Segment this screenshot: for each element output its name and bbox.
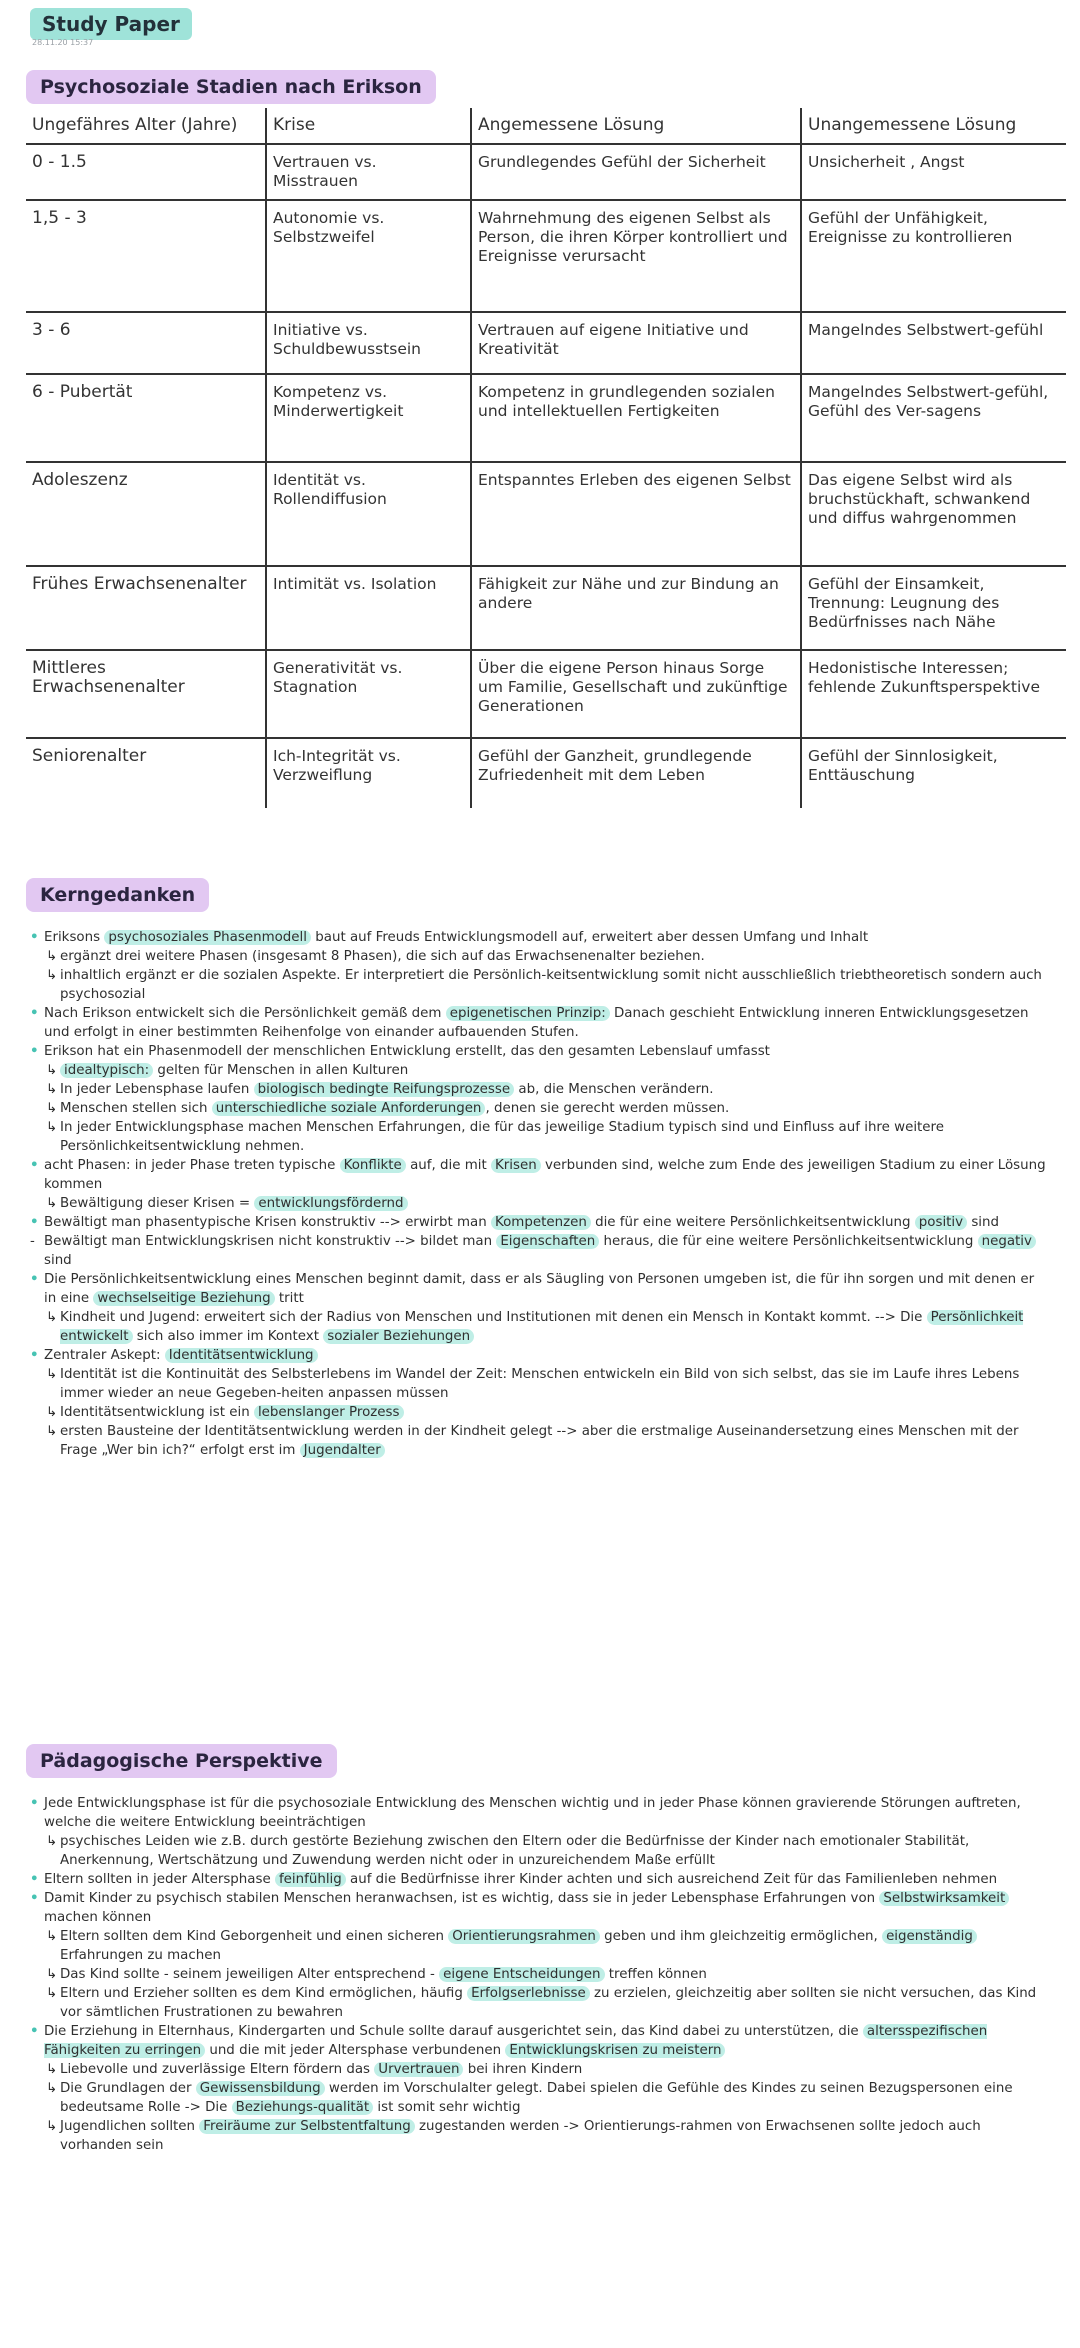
table-cell-age: Mittleres Erwachsenenalter [26,650,266,738]
highlighted-term: Erfolgserlebnisse [467,1986,590,2001]
note-text: Jede Entwicklungsphase ist für die psychosoziale Entwicklung des Menschen wichtig und in jeder Phase können gravierende Störungen auftreten, welche die weitere Entwicklung beeinträchtigen [44,1796,1021,1830]
highlighted-term: eigene Entscheidungen [439,1967,604,1982]
note-line [30,1403,1050,1422]
sub-arrow-icon: ↳ [46,1367,58,1382]
note-text: gelten für Menschen in allen Kulturen [153,1063,409,1078]
paedagogische-notes [30,1794,1050,2155]
note-text: verbunden sind, welche zum Ende des jeweiligen Stadium zu einer Lösung kommen [44,1158,1046,1192]
highlighted-term: sozialer Beziehungen [323,1329,474,1344]
note-text: In jeder Entwicklungsphase machen Menschen Erfahrungen, die für das jeweilige Stadium typisch sind und Einfluss auf ihre weitere Persönlichkeitsentwicklung nehmen. [60,1120,944,1154]
note-text: inhaltlich ergänzt er die sozialen Aspekte. Er interpretiert die Persönlich-keitsentwicklung somit nicht ausschließlich triebtheoretisch sondern auch psychosozial [60,968,1042,1002]
sub-arrow-icon: ↳ [46,968,58,983]
sub-arrow-icon: ↳ [46,1101,58,1116]
table-cell-age: 6 - Pubertät [26,374,266,462]
bullet-icon: • [30,1348,39,1363]
note-text: auf, die mit [405,1158,491,1173]
note-text: werden im Vorschulalter gelegt. Dabei spielen die Gefühle des Kindes zu seinen Bezugspersonen eine bedeutsame Rolle -> Die [60,2081,1013,2115]
note-text: Bewältigt man phasentypische Krisen konstruktiv --> erwirbt man [44,1215,491,1230]
highlighted-term: Entwicklungskrisen zu meistern [505,2043,725,2058]
highlighted-term: Konflikte [340,1158,406,1173]
note-text: ist somit sehr wichtig [373,2100,521,2115]
note-text: bei ihren Kindern [463,2062,583,2077]
highlighted-term: wechselseitige Beziehung [93,1291,274,1306]
table-cell-adequate: Über die eigene Person hinaus Sorge um Familie, Gesellschaft und zukünftige Generationen [471,650,801,738]
note-text: Eltern und Erzieher sollten es dem Kind ermöglichen, häufig [60,1986,468,2001]
sub-arrow-icon: ↳ [46,1967,58,1982]
note-line [30,1870,1050,1889]
table-row [26,738,1066,808]
document-title: Study Paper [30,8,192,40]
note-text: Bewältigung dieser Krisen = [60,1196,255,1211]
table-title: Psychosoziale Stadien nach Erikson [26,70,436,104]
table-cell-crisis: Generativität vs. Stagnation [266,650,471,738]
note-line [30,1308,1050,1346]
sub-arrow-icon: ↳ [46,1063,58,1078]
kerngedanken-notes [30,928,1050,1460]
note-text: tritt [274,1291,304,1306]
note-text: Damit Kinder zu psychisch stabilen Menschen heranwachsen, ist es wichtig, dass sie in jeder Lebensphase Erfahrungen von [44,1891,880,1906]
note-line [30,1422,1050,1460]
sub-arrow-icon: ↳ [46,2062,58,2077]
highlighted-term: eigenständig [882,1929,977,1944]
sub-arrow-icon: ↳ [46,949,58,964]
note-line [30,1270,1050,1308]
table-cell-adequate: Fähigkeit zur Nähe und zur Bindung an andere [471,566,801,650]
note-text: sind [967,1215,1000,1230]
note-text: Liebevolle und zuverlässige Eltern fördern das [60,2062,375,2077]
note-line [30,1080,1050,1099]
table-cell-crisis: Identität vs. Rollendiffusion [266,462,471,566]
note-text: sich also immer im Kontext [132,1329,324,1344]
highlighted-term: Jugendalter [300,1443,385,1458]
note-text: machen können [44,1910,152,1925]
table-cell-adequate: Kompetenz in grundlegenden sozialen und intellektuellen Fertigkeiten [471,374,801,462]
note-line [30,1965,1050,1984]
highlighted-term: positiv [915,1215,967,1230]
highlighted-term: Freiräume zur Selbstentfaltung [199,2119,414,2134]
column-header: Krise [266,108,471,144]
note-line [30,1004,1050,1042]
note-text: , denen sie gerecht werden müssen. [485,1101,730,1116]
note-text: ersten Bausteine der Identitätsentwicklung werden in der Kindheit gelegt --> aber die erstmalige Auseinandersetzung eines Menschen mit der Frage „Wer bin ich?“ erfolgt erst im [60,1424,1019,1458]
highlighted-term: Kompetenzen [491,1215,591,1230]
note-text: Bewältigt man Entwicklungskrisen nicht konstruktiv --> bildet man [44,1234,497,1249]
highlighted-term: epigenetischen Prinzip: [446,1006,610,1021]
note-text: Die Erziehung in Elternhaus, Kindergarten und Schule sollte darauf ausgerichtet sein, das Kind dabei zu unterstützen, die [44,2024,863,2039]
erikson-stages-table [26,108,1066,808]
note-line [30,1927,1050,1965]
highlighted-term: Identitätsentwicklung [165,1348,318,1363]
highlighted-term: Orientierungsrahmen [448,1929,600,1944]
highlighted-term: unterschiedliche soziale Anforderungen [212,1101,486,1116]
table-cell-age: 1,5 - 3 [26,200,266,312]
note-line [30,1156,1050,1194]
table-row [26,144,1066,200]
bullet-icon: • [30,1272,39,1287]
bullet-icon: • [30,2024,39,2039]
note-text: Jugendlichen sollten [60,2119,200,2134]
table-row [26,312,1066,374]
highlighted-term: psychosoziales Phasenmodell [104,930,311,945]
note-line [30,1213,1050,1232]
table-cell-inadequate: Mangelndes Selbstwert-gefühl, Gefühl des Ver-sagens [801,374,1066,462]
note-line [30,1194,1050,1213]
table-cell-age: 0 - 1.5 [26,144,266,200]
highlighted-term: Selbstwirksamkeit [879,1891,1009,1906]
table-cell-adequate: Vertrauen auf eigene Initiative und Kreativität [471,312,801,374]
note-text: baut auf Freuds Entwicklungsmodell auf, erweitert aber dessen Umfang und Inhalt [311,930,869,945]
bullet-icon: - [30,1234,35,1249]
bullet-icon: • [30,930,39,945]
note-text: zugestanden werden -> Orientierungs-rahmen von Erwachsenen sollte jedoch auch vorhanden sein [60,2119,981,2153]
note-line [30,1061,1050,1080]
note-line [30,1232,1050,1270]
table-cell-inadequate: Gefühl der Sinnlosigkeit, Enttäuschung [801,738,1066,808]
note-text: Nach Erikson entwickelt sich die Persönlichkeit gemäß dem [44,1006,446,1021]
note-text: auf die Bedürfnisse ihrer Kinder achten und sich ausreichend Zeit für das Familienleben nehmen [345,1872,998,1887]
table-cell-crisis: Intimität vs. Isolation [266,566,471,650]
table-cell-crisis: Initiative vs. Schuldbewusstsein [266,312,471,374]
table-cell-crisis: Vertrauen vs. Misstrauen [266,144,471,200]
note-text: Die Grundlagen der [60,2081,196,2096]
note-line [30,928,1050,947]
bullet-icon: • [30,1215,39,1230]
sub-arrow-icon: ↳ [46,1986,58,2001]
table-cell-age: Seniorenalter [32,746,147,766]
bullet-icon: • [30,1872,39,1887]
highlighted-term: idealtypisch: [60,1063,153,1078]
sub-arrow-icon: ↳ [46,2081,58,2096]
note-line [30,1984,1050,2022]
table-row [26,374,1066,462]
table-cell-inadequate: Gefühl der Unfähigkeit, Ereignisse zu kontrollieren [801,200,1066,312]
note-text: und die mit jeder Altersphase verbundenen [205,2043,506,2058]
highlighted-term: Krisen [491,1158,541,1173]
table-cell-inadequate: Unsicherheit , Angst [801,144,1066,200]
highlighted-term: biologisch bedingte Reifungsprozesse [254,1082,515,1097]
note-line [30,1794,1050,1832]
note-text: Danach geschieht Entwicklung inneren Entwicklungsgesetzen und erfolgt in einer bestimmten Reihenfolge von einander aufbauenden Stufen. [44,1006,1029,1040]
highlighted-term: Urvertrauen [374,2062,463,2077]
bullet-icon: • [30,1158,39,1173]
table-cell-inadequate: Gefühl der Einsamkeit, Trennung: Leugnung des Bedürfnisses nach Nähe [801,566,1066,650]
table-cell-crisis: Kompetenz vs. Minderwertigkeit [266,374,471,462]
table-row [26,462,1066,566]
note-text: heraus, die für eine weitere Persönlichkeitsentwicklung [599,1234,978,1249]
note-line [30,1889,1050,1927]
note-line [30,1346,1050,1365]
bullet-icon: • [30,1891,39,1906]
sub-arrow-icon: ↳ [46,1834,58,1849]
table-row [26,650,1066,738]
note-text: Erikson hat ein Phasenmodell der menschlichen Entwicklung erstellt, das den gesamten Lebenslauf umfasst [44,1044,770,1059]
table-cell-inadequate: Hedonistische Interessen; fehlende Zukunftsperspektive [801,650,1066,738]
sub-arrow-icon: ↳ [46,2119,58,2134]
table-cell-age: Adoleszenz [26,462,266,566]
note-text: sind [44,1253,72,1268]
note-text: geben und ihm gleichzeitig ermöglichen, [599,1929,883,1944]
note-text: Menschen stellen sich [60,1101,212,1116]
note-text: ergänzt drei weitere Phasen (insgesamt 8 Phasen), die sich auf das Erwachsenenalter beziehen. [60,949,705,964]
note-line [30,2117,1050,2155]
note-line [30,2022,1050,2060]
note-text: acht Phasen: in jeder Phase treten typische [44,1158,340,1173]
note-line [30,1042,1050,1061]
column-header: Angemessene Lösung [471,108,801,144]
table-header-row [26,108,1066,144]
note-text: Erfahrungen zu machen [60,1948,221,1963]
table-cell-inadequate: Das eigene Selbst wird als bruchstückhaft, schwankend und diffus wahrgenommen [801,462,1066,566]
note-text: Die Persönlichkeitsentwicklung eines Menschen beginnt damit, dass er als Säugling von Personen umgeben ist, die für ihn sorgen und mit denen er in eine [44,1272,1035,1306]
sub-arrow-icon: ↳ [46,1424,58,1439]
highlighted-term: Persönlichkeit entwickelt [60,1310,1024,1344]
highlighted-term: lebenslanger Prozess [254,1405,404,1420]
column-header: Unangemessene Lösung [801,108,1066,144]
sub-arrow-icon: ↳ [46,1310,58,1325]
sub-arrow-icon: ↳ [46,1196,58,1211]
note-text: Das Kind sollte - seinem jeweiligen Alter entsprechend - [60,1967,440,1982]
bullet-icon: • [30,1006,39,1021]
note-line [30,1099,1050,1118]
sub-arrow-icon: ↳ [46,1405,58,1420]
table-cell-crisis: Autonomie vs. Selbstzweifel [266,200,471,312]
sub-arrow-icon: ↳ [46,1929,58,1944]
note-text: psychisches Leiden wie z.B. durch gestörte Beziehung zwischen den Eltern oder die Bedürfnisse der Kinder nach emotionaler Stabilität, Anerkennung, Wertschätzung und Zuwendung werden nicht oder in unzureichendem Maße erfüllt [60,1834,970,1868]
note-line [30,1118,1050,1156]
note-line [30,2060,1050,2079]
highlighted-term: negativ [978,1234,1036,1249]
note-text: Eltern sollten in jeder Altersphase [44,1872,275,1887]
table-cell-adequate: Gefühl der Ganzheit, grundlegende Zufriedenheit mit dem Leben [471,738,801,808]
highlighted-term: Eigenschaften [496,1234,599,1249]
table-cell-adequate: Wahrnehmung des eigenen Selbst als Person, die ihren Körper kontrolliert und Ereignisse verursacht [471,200,801,312]
note-text: Eltern sollten dem Kind Geborgenheit und einen sicheren [60,1929,449,1944]
note-line [30,1832,1050,1870]
section-title-paedagogische-perspektive: Pädagogische Perspektive [26,1744,337,1778]
note-line [30,966,1050,1004]
note-text: Kindheit und Jugend: erweitert sich der Radius von Menschen und Institutionen mit denen ein Mensch in Kontakt kommt. --> Die [60,1310,927,1325]
section-title-kerngedanken: Kerngedanken [26,878,209,912]
note-line [30,947,1050,966]
sub-arrow-icon: ↳ [46,1120,58,1135]
note-text: Identität ist die Kontinuität des Selbsterlebens im Wandel der Zeit: Menschen entwickeln ein Bild von sich selbst, das sie im Laufe ihres Lebens immer wieder an neue Gegeben-heiten anpassen müssen [60,1367,1020,1401]
table-cell-adequate: Grundlegendes Gefühl der Sicherheit [471,144,801,200]
highlighted-term: Gewissensbildung [196,2081,325,2096]
bullet-icon: • [30,1796,39,1811]
table-row [26,200,1066,312]
table-cell-adequate: Entspanntes Erleben des eigenen Selbst [471,462,801,566]
bullet-icon: • [30,1044,39,1059]
highlighted-term: feinfühlig [275,1872,346,1887]
note-text: Eriksons [44,930,105,945]
note-text: In jeder Lebensphase laufen [60,1082,254,1097]
note-line [30,1365,1050,1403]
note-text: die für eine weitere Persönlichkeitsentwicklung [590,1215,915,1230]
table-cell-inadequate: Mangelndes Selbstwert-gefühl [801,312,1066,374]
highlighted-term: Beziehungs-qualität [232,2100,374,2115]
sub-arrow-icon: ↳ [46,1082,58,1097]
highlighted-term: altersspezifischen Fähigkeiten zu erringen [44,2024,988,2058]
note-text: ab, die Menschen verändern. [514,1082,714,1097]
table-row [26,566,1066,650]
note-text: Identitätsentwicklung ist ein [60,1405,254,1420]
note-text: zu erzielen, gleichzeitig aber sollten sie nicht versuchen, das Kind vor sämtlichen Frustrationen zu bewahren [60,1986,1037,2020]
note-text: Zentraler Askept: [44,1348,165,1363]
table-cell-age: Frühes Erwachsenenalter [26,566,266,650]
note-text: treffen können [604,1967,707,1982]
highlighted-term: entwicklungsfördernd [254,1196,407,1211]
note-line [30,2079,1050,2117]
table-cell-age: 3 - 6 [26,312,266,374]
table-cell-crisis: Ich-Integrität vs. Verzweiflung [266,738,471,808]
timestamp: 28.11.20 15:37 [32,38,94,47]
column-header: Ungefähres Alter (Jahre) [26,108,266,144]
